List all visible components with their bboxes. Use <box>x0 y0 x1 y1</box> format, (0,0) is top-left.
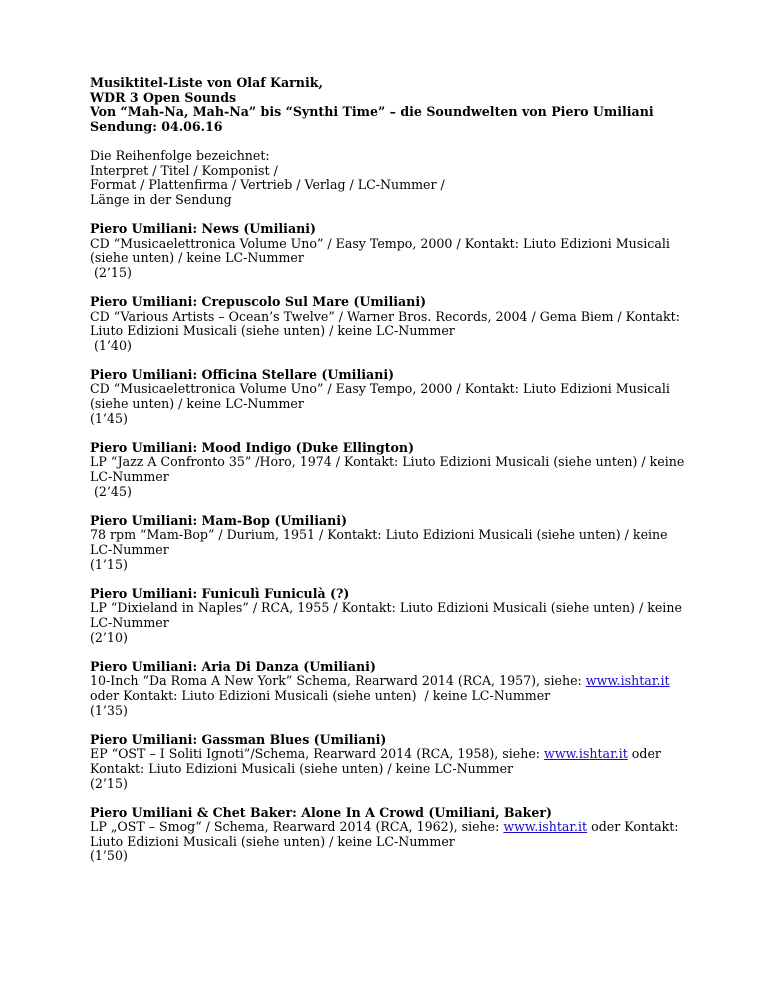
ishtar-link[interactable]: www.ishtar.it <box>503 819 588 835</box>
track-detail-text: oder Kontakt: Liuto Edizioni Musicali (siehe unten) / keine LC-Nummer <box>90 673 674 703</box>
track-duration: (1’50) <box>90 848 128 864</box>
track-title: Piero Umiliani: Gassman Blues (Umiliani) <box>90 731 387 747</box>
track-detail: CD “Various Artists – Ocean’s Twelve” / Warner Bros. Records, 2004 / Gema Biem / Kontakt: Liuto Edizioni Musicali (siehe unten) / keine LC-Nummer <box>90 308 680 339</box>
track-duration: (2’15) <box>90 264 132 280</box>
track-detail: CD “Musicaelettronica Volume Uno” / Easy Tempo, 2000 / Kontakt: Liuto Edizioni Musicali (siehe unten) / keine LC-Nummer <box>90 235 670 266</box>
track-title: Piero Umiliani: Officina Stellare (Umiliani) <box>90 366 395 382</box>
track-duration: (1’45) <box>90 410 128 426</box>
track-detail <box>90 747 690 776</box>
document-header <box>90 76 690 134</box>
track-title: Piero Umiliani: Crepuscolo Sul Mare (Umiliani) <box>90 293 427 309</box>
track-entry <box>90 368 690 426</box>
track-duration: (2’10) <box>90 629 128 645</box>
track-entry <box>90 660 690 718</box>
track-detail-text: 10-Inch “Da Roma A New York” Schema, Rearward 2014 (RCA, 1957), siehe: <box>90 673 586 689</box>
track-detail: CD “Musicaelettronica Volume Uno” / Easy Tempo, 2000 / Kontakt: Liuto Edizioni Musicali (siehe unten) / keine LC-Nummer <box>90 381 670 412</box>
track-title: Piero Umiliani & Chet Baker: Alone In A Crowd (Umiliani, Baker) <box>90 804 553 820</box>
track-entry <box>90 733 690 791</box>
track-entry <box>90 587 690 645</box>
track-entry <box>90 295 690 353</box>
track-entry <box>90 441 690 499</box>
track-detail-text: LP „OST – Smog“ / Schema, Rearward 2014 (RCA, 1962), siehe: <box>90 819 504 835</box>
legend-intro: Die Reihenfolge bezeichnet: <box>90 147 270 163</box>
track-title: Piero Umiliani: Funiculì Funiculà (?) <box>90 585 350 601</box>
track-detail: LP “Dixieland in Naples” / RCA, 1955 / Kontakt: Liuto Edizioni Musicali (siehe unten) / keine LC-Nummer <box>90 600 682 630</box>
track-title: Piero Umiliani: Aria Di Danza (Umiliani) <box>90 658 376 674</box>
legend-line: Interpret / Titel / Komponist / <box>90 162 278 178</box>
header-title: Musiktitel-Liste von Olaf Karnik, <box>90 75 323 90</box>
track-detail <box>90 820 690 849</box>
legend-line: Länge in der Sendung <box>90 191 232 207</box>
track-entry <box>90 222 690 280</box>
header-broadcast-date: Sendung: 04.06.16 <box>90 118 223 134</box>
track-entry <box>90 514 690 572</box>
document-page <box>90 76 690 879</box>
ishtar-link[interactable]: www.ishtar.it <box>585 673 670 689</box>
track-entry <box>90 806 690 864</box>
track-detail <box>90 674 690 703</box>
order-legend <box>90 149 690 207</box>
ishtar-link[interactable]: www.ishtar.it <box>544 746 628 762</box>
track-detail-text: oder Kontakt: Liuto Edizioni Musicali (siehe unten) / keine LC-Nummer <box>90 746 665 776</box>
track-detail-text: oder Kontakt: Liuto Edizioni Musicali (siehe unten) / keine LC-Nummer <box>90 819 683 849</box>
track-duration: (1’35) <box>90 702 128 718</box>
track-duration: (1’15) <box>90 556 128 572</box>
track-detail: 78 rpm “Mam-Bop” / Durium, 1951 / Kontakt: Liuto Edizioni Musicali (siehe unten) / keine LC-Nummer <box>90 527 668 557</box>
header-topic: Von “Mah-Na, Mah-Na” bis “Synthi Time” – die Soundwelten von Piero Umiliani <box>90 104 654 120</box>
track-duration: (2’45) <box>90 483 132 499</box>
track-title: Piero Umiliani: News (Umiliani) <box>90 220 316 236</box>
track-duration: (2’15) <box>90 775 128 791</box>
track-detail: LP “Jazz A Confronto 35” /Horo, 1974 / Kontakt: Liuto Edizioni Musicali (siehe unten) / keine LC-Nummer <box>90 454 685 485</box>
header-program: WDR 3 Open Sounds <box>90 89 237 105</box>
legend-line: Format / Plattenfirma / Vertrieb / Verlag / LC-Nummer / <box>90 177 445 193</box>
track-detail-text: EP “OST – I Soliti Ignoti”/Schema, Rearward 2014 (RCA, 1958), siehe: <box>90 746 545 762</box>
track-title: Piero Umiliani: Mood Indigo (Duke Ellington) <box>90 439 415 455</box>
track-duration: (1’40) <box>90 337 132 353</box>
track-title: Piero Umiliani: Mam-Bop (Umiliani) <box>90 512 348 528</box>
